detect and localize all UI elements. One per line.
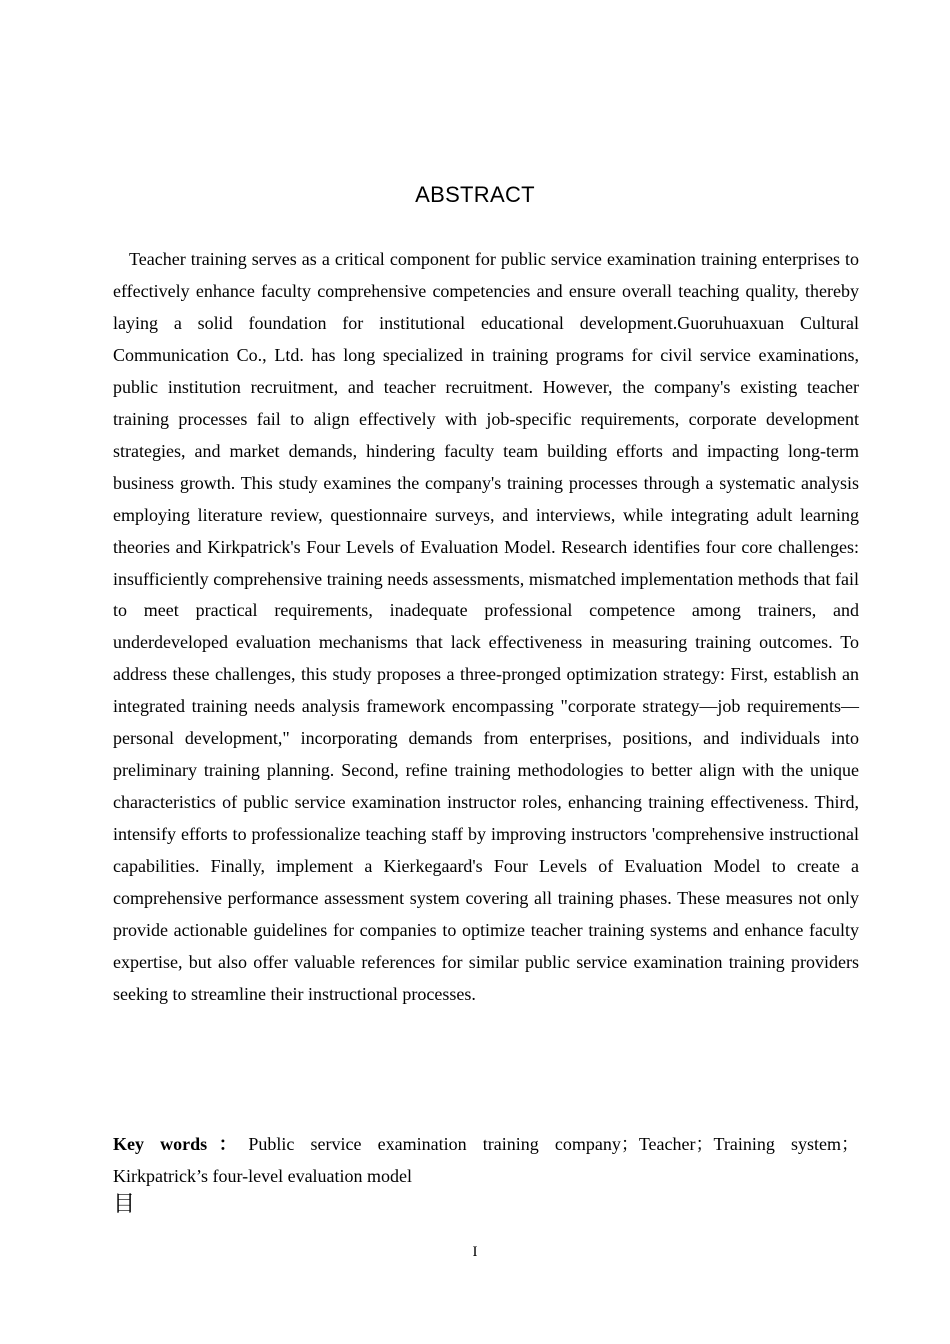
page-number: I xyxy=(472,1244,478,1260)
keywords-paragraph xyxy=(113,1128,859,1192)
keywords-text: Public service examination training company；Teacher；Training system；Kirkpatrick’s four-level evaluation model xyxy=(113,1134,859,1186)
keywords-label: Key words： xyxy=(113,1134,249,1154)
trailing-heading-char: 目 xyxy=(113,1192,136,1217)
abstract-body: Teacher training serves as a critical component for public service examination training enterprises to effectively enhance faculty comprehensive competencies and ensure overall teaching quality, thereby laying a solid foundation for institutional educational development.Guoruhuaxuan Cultural Communication Co., Ltd. has long specialized in training programs for civil service examinations, public institution recruitment, and teacher recruitment. However, the company's existing teacher training processes fail to align effectively with job-specific requirements, corporate development strategies, and market demands, hindering faculty team building efforts and impacting long-term business growth. This study examines the company's training processes through a systematic analysis employing literature review, questionnaire surveys, and interviews, while integrating adult learning theories and Kirkpatrick's Four Levels of Evaluation Model. Research identifies four core challenges: insufficiently comprehensive training needs assessments, mismatched implementation methods that fail to meet practical requirements, inadequate professional competence among trainers, and underdeveloped evaluation mechanisms that lack effectiveness in measuring training outcomes. To address these challenges, this study proposes a three-pronged optimization strategy: First, establish an integrated training needs analysis framework encompassing "corporate strategy—job requirements—personal development," incorporating demands from enterprises, positions, and individuals into preliminary training planning. Second, refine training methodologies to better align with the unique characteristics of public service examination instructor roles, enhancing training effectiveness. Third, intensify efforts to professionalize teaching staff by improving instructors 'comprehensive instructional capabilities. Finally, implement a Kierkegaard's Four Levels of Evaluation Model to create a comprehensive performance assessment system covering all training phases. These measures not only provide actionable guidelines for companies to optimize teacher training systems and enhance faculty expertise, but also offer valuable references for similar public service examination training providers seeking to streamline their instructional processes. xyxy=(113,249,859,1004)
abstract-title: ABSTRACT xyxy=(415,182,535,207)
